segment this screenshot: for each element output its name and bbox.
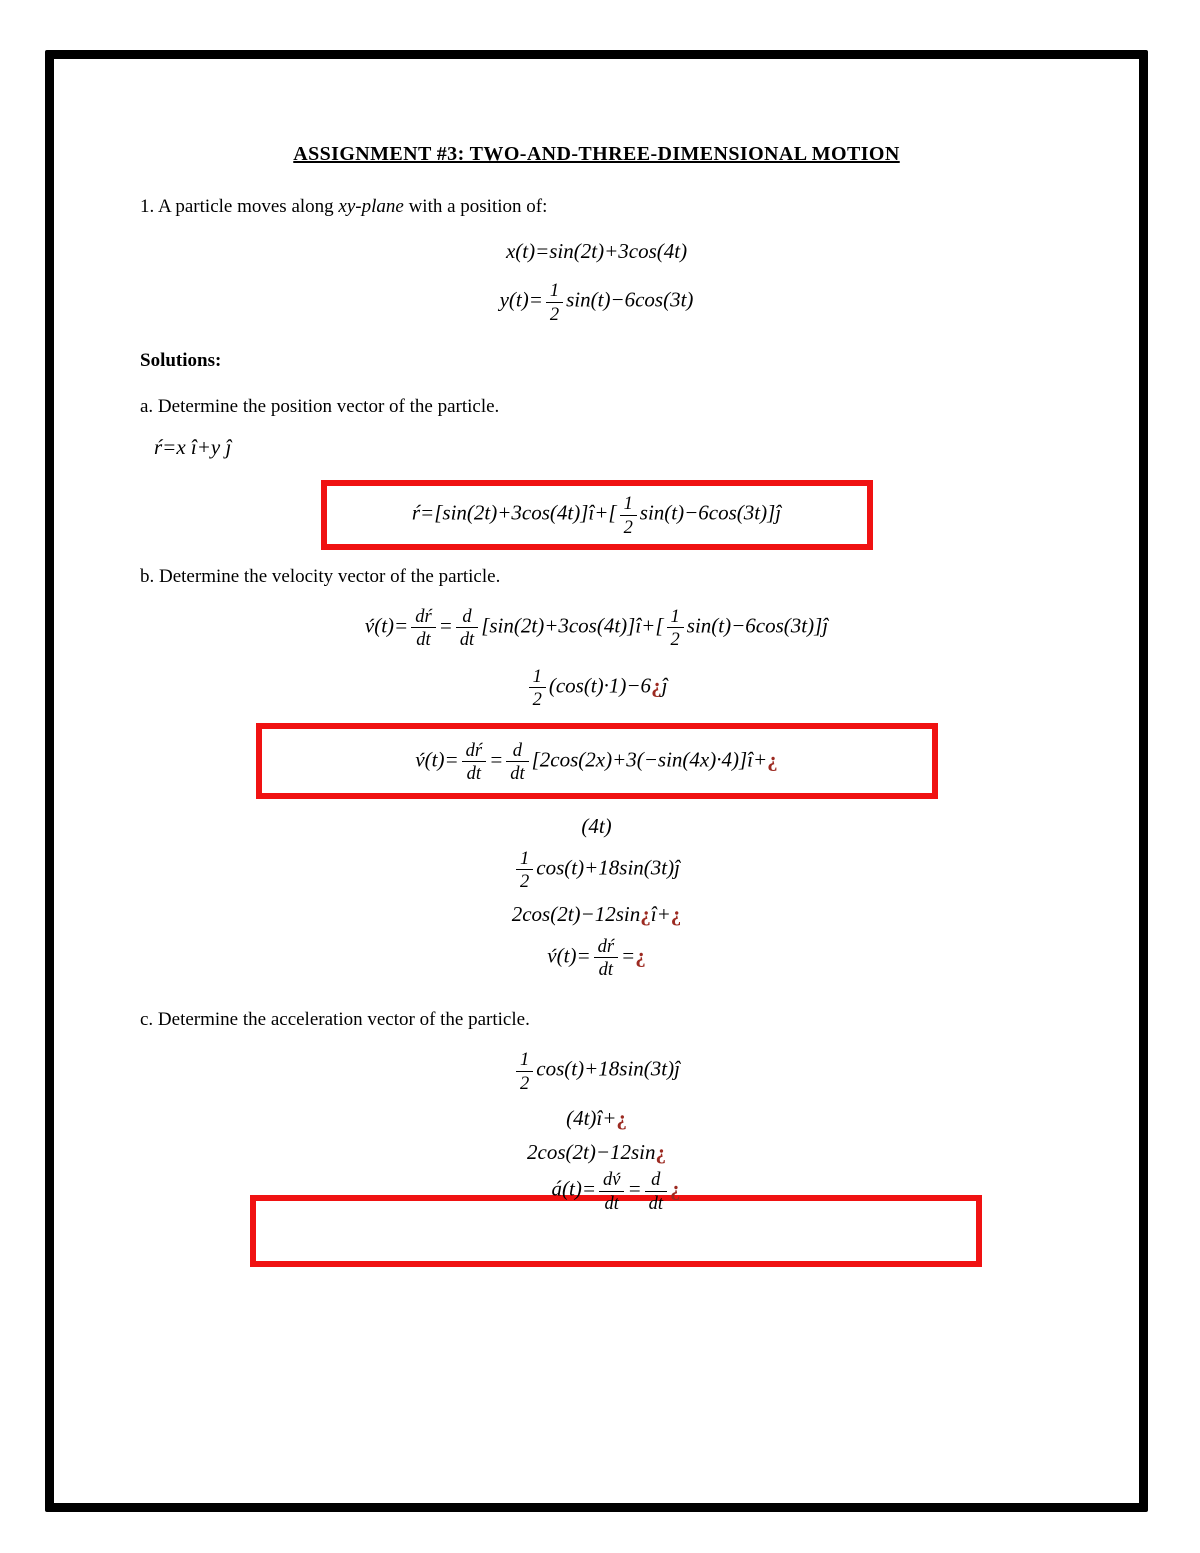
- fraction-denominator: 2: [670, 629, 680, 650]
- equation-term: cos(t)+18sin(3t)ĵ: [536, 855, 680, 880]
- undefined-symbol: ¿: [640, 902, 651, 927]
- fraction-denominator: 2: [549, 303, 560, 324]
- fraction-numerator: 1: [620, 493, 637, 515]
- fraction-denominator: dt: [416, 629, 431, 650]
- fraction-numerator: 1: [667, 606, 684, 628]
- undefined-symbol: ¿: [670, 902, 682, 927]
- equation-term: =: [621, 943, 636, 968]
- fraction: [411, 606, 435, 650]
- equation-term: =: [438, 613, 453, 638]
- undefined-symbol: ¿: [651, 673, 662, 698]
- equation-y-of-t: [54, 280, 1139, 324]
- equation-term: (4t)î+: [566, 1105, 617, 1130]
- fraction: [529, 666, 546, 710]
- equation-velocity-final: [54, 936, 1139, 980]
- equation-acceleration: [256, 1169, 976, 1213]
- equation-term: sin(t)−6cos(3t): [566, 287, 694, 312]
- fraction-denominator: dt: [604, 1192, 619, 1213]
- fraction-numerator: 1: [516, 848, 533, 870]
- fraction: [506, 740, 528, 784]
- undefined-symbol: ¿: [767, 747, 778, 772]
- equation-velocity-2: [54, 666, 1139, 710]
- undefined-symbol: ¿: [669, 1177, 681, 1202]
- equation-term: cos(t)+18sin(3t)ĵ: [536, 1056, 680, 1081]
- equation-term: 2cos(2t)−12sin: [527, 1140, 656, 1165]
- fraction-denominator: dt: [598, 958, 613, 979]
- equation-term: [sin(2t)+3cos(4t)]î+[: [481, 613, 664, 638]
- assignment-title: ASSIGNMENT #3: TWO-AND-THREE-DIMENSIONAL MOTION: [293, 143, 900, 165]
- fraction: [667, 606, 684, 650]
- fraction-numerator: dŕ: [411, 606, 435, 628]
- equation-term: (cos(t)·1)−6: [548, 673, 652, 698]
- fraction-denominator: 2: [532, 689, 542, 710]
- equation-term: v́(t)=: [547, 943, 591, 968]
- item-c-label: c. Determine the acceleration vector of the particle.: [140, 1009, 530, 1031]
- fraction: [645, 1169, 667, 1213]
- equation-velocity-1: [54, 606, 1139, 650]
- equation-cos18-fragment: [54, 848, 1139, 892]
- fraction-denominator: dt: [648, 1192, 663, 1213]
- equation-term: =: [489, 747, 504, 772]
- equation-term: =: [627, 1177, 642, 1202]
- equation-term: ŕ=[sin(2t)+3cos(4t)]î+[: [411, 500, 617, 525]
- fraction-numerator: 1: [529, 666, 546, 688]
- highlight-box-position-vector: [321, 480, 873, 550]
- fraction-numerator: 1: [546, 280, 563, 302]
- undefined-symbol: ¿: [655, 1140, 666, 1165]
- equation-term: (4t): [581, 814, 612, 839]
- equation-term: ĵ: [661, 673, 668, 698]
- equation-term: v́(t)=: [364, 613, 409, 638]
- fraction: [620, 493, 637, 537]
- fraction: [594, 936, 618, 980]
- problem-text-italic: xy-plane: [338, 196, 404, 217]
- equation-term: x(t)=sin(2t)+3cos(4t): [505, 239, 688, 263]
- fraction-denominator: dt: [466, 762, 482, 783]
- equation-r-result: [412, 493, 781, 537]
- fraction-numerator: dŕ: [594, 936, 618, 958]
- fraction-numerator: dv́: [599, 1169, 624, 1191]
- equation-term: v́(t)=: [415, 747, 459, 772]
- fraction-numerator: d: [645, 1169, 667, 1191]
- fraction: [456, 606, 478, 650]
- equation-accel-3: [54, 1139, 1139, 1165]
- equation-term: y(t)=: [499, 287, 543, 312]
- fraction-numerator: dŕ: [462, 740, 486, 762]
- undefined-symbol: ¿: [635, 943, 646, 968]
- equation-term: [2cos(2x)+3(−sin(4x)·4)]î+: [531, 747, 768, 772]
- problem-text-post: with a position of:: [403, 196, 548, 217]
- fraction-denominator: 2: [520, 871, 530, 892]
- item-a-label: a. Determine the position vector of the particle.: [140, 395, 500, 417]
- equation-accel-2: [54, 1105, 1139, 1131]
- undefined-symbol: ¿: [616, 1105, 627, 1130]
- equation-term: sin(t)−6cos(3t)]ĵ: [686, 613, 829, 638]
- fraction: [516, 848, 533, 892]
- document-content: [54, 59, 1139, 1267]
- highlight-box-acceleration-vector: [250, 1169, 982, 1267]
- equation-velocity-boxed: [415, 740, 777, 784]
- fraction-numerator: d: [456, 606, 478, 628]
- fraction-denominator: dt: [510, 762, 525, 783]
- fraction: [546, 280, 563, 324]
- equation-cos12-fragment: [54, 901, 1139, 927]
- problem-statement: [140, 196, 1139, 218]
- fraction-denominator: 2: [520, 1072, 530, 1093]
- equation-term: î+: [650, 902, 671, 927]
- fraction-denominator: dt: [459, 629, 475, 650]
- fraction-denominator: 2: [623, 516, 633, 537]
- equation-term: ŕ=x î+y ĵ: [154, 434, 232, 459]
- equation-term: 2cos(2t)−12sin: [511, 902, 641, 927]
- equation-x-of-t: [54, 238, 1139, 264]
- solutions-label: Solutions:: [140, 349, 222, 371]
- equation-4t-fragment: [54, 813, 1139, 839]
- item-b-label: b. Determine the velocity vector of the particle.: [140, 566, 501, 588]
- equation-term: á(t)=: [551, 1177, 596, 1202]
- fraction: [599, 1169, 624, 1213]
- equation-accel-1: [54, 1049, 1139, 1093]
- equation-r-definition: [54, 434, 1139, 460]
- fraction: [462, 740, 486, 784]
- fraction-numerator: d: [506, 740, 528, 762]
- fraction-numerator: 1: [516, 1049, 533, 1071]
- equation-term: sin(t)−6cos(3t)]ĵ: [639, 500, 782, 525]
- fraction: [516, 1049, 533, 1093]
- problem-text-pre: 1. A particle moves along: [140, 196, 339, 217]
- highlight-box-velocity-vector: [256, 723, 938, 799]
